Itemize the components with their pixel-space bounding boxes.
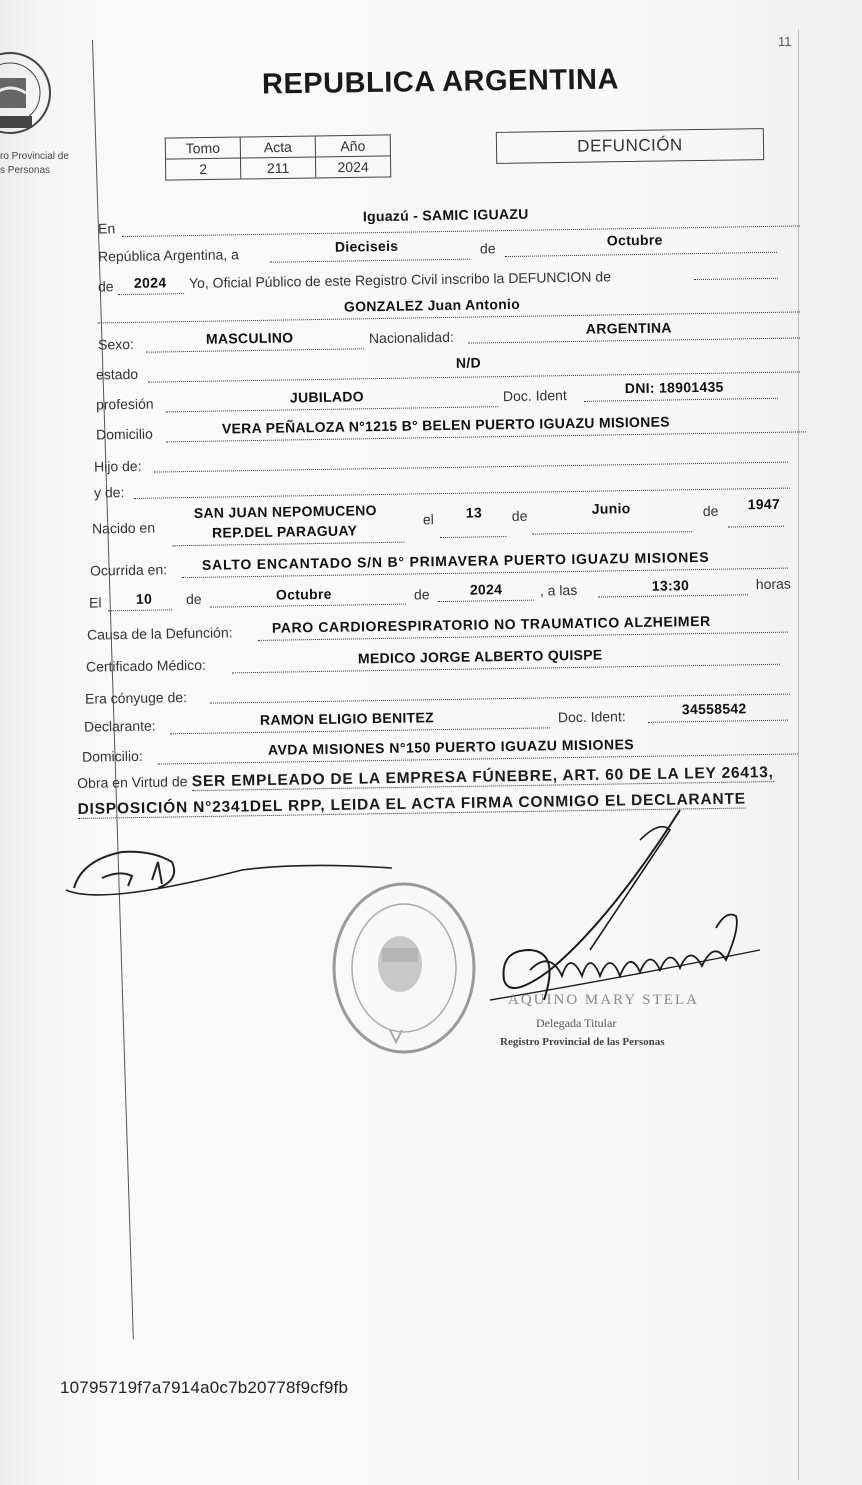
field-label: Declarante:: [83, 717, 156, 735]
signatory-name: AQUINO MARY STELA: [508, 992, 699, 1008]
field-label: de: [702, 502, 719, 519]
signatory-office: Registro Provincial de las Personas: [500, 1036, 665, 1048]
dotted-line: [648, 720, 788, 723]
provincial-seal-icon: [0, 48, 60, 138]
field-row-nacido: [0, 494, 862, 552]
ref-value-anio: 2024: [315, 156, 390, 178]
field-label: de: [97, 278, 114, 295]
field-value-nacido-dia: 13: [465, 504, 483, 521]
dotted-line: [172, 542, 404, 547]
field-label: Hijo de:: [93, 457, 142, 475]
field-label: Causa de la Defunción:: [86, 624, 233, 643]
page-title: REPUBLICA ARGENTINA: [261, 63, 620, 101]
oficial-text: Yo, Oficial Público de este Registro Civil inscribo la DEFUNCION de: [188, 268, 612, 292]
field-label: En: [97, 220, 116, 237]
field-label: profesión: [95, 395, 154, 413]
ref-header: Acta: [240, 136, 315, 158]
field-label: de: [185, 590, 202, 608]
field-label: Nacionalidad:: [368, 328, 454, 347]
sidebar-text: [0, 150, 69, 178]
field-value-el-anio: 2024: [469, 581, 503, 598]
dotted-line: [108, 609, 172, 611]
field-value-nacido-anio: 1947: [747, 495, 781, 513]
field-value-nacionalidad: ARGENTINA: [585, 319, 672, 337]
field-label: Nacido en: [91, 519, 156, 537]
registry-stamp-icon: [330, 880, 478, 1056]
field-value-obra: SER EMPLEADO DE LA EMPRESA FÚNEBRE, ART. 60 DE LA LEY 26413, DISPOSICIÓN N°2341DEL RPP, LEIDA EL ACTA FIRMA CONMIGO EL DECLARANTE: [77, 764, 774, 818]
field-value-estado: N/D: [455, 354, 482, 371]
field-value-declarante: RAMON ELIGIO BENITEZ: [259, 709, 435, 728]
field-value-el-dia: 10: [135, 590, 153, 607]
field-label: el: [422, 511, 434, 528]
field-label: de: [511, 507, 528, 524]
field-value-el-mes: Octubre: [275, 585, 332, 603]
dotted-line: [598, 594, 748, 597]
dotted-line: [532, 531, 692, 535]
field-value-domicilio: VERA PEÑALOZA N°1215 B° BELEN PUERTO IGUAZU MISIONES: [221, 413, 670, 437]
field-value-certificado: MEDICO JORGE ALBERTO QUISPE: [357, 646, 603, 667]
dotted-line: [505, 252, 777, 257]
field-value-anio: 2024: [133, 274, 167, 291]
official-signature-icon: [490, 800, 790, 1060]
dotted-line: [166, 406, 498, 412]
field-value-nacido-line1: SAN JUAN NEPOMUCENO: [193, 502, 377, 521]
field-label: Obra en Virtud de: [77, 773, 188, 791]
dotted-line: [694, 278, 778, 280]
field-value-nacido-line2: REP.DEL PARAGUAY: [211, 522, 358, 541]
field-value-declarante-doc: 34558542: [681, 700, 747, 718]
field-value-nacido-mes: Junio: [591, 500, 631, 517]
dotted-line: [468, 337, 800, 343]
ref-header: Tomo: [165, 137, 240, 159]
field-label: estado: [95, 365, 139, 383]
field-label: Doc. Ident: [502, 387, 567, 405]
field-value-declarante-domicilio: AVDA MISIONES N°150 PUERTO IGUAZU MISIONES: [267, 736, 635, 758]
ref-value-acta: 211: [241, 157, 316, 179]
field-value-doc: DNI: 18901435: [624, 378, 724, 397]
dotted-line: [728, 526, 784, 528]
field-value-hora: 13:30: [651, 577, 690, 594]
sidebar-line: ro Provincial de: [0, 151, 69, 162]
field-label: República Argentina, a: [97, 246, 240, 265]
ref-header: Año: [315, 135, 390, 157]
sidebar-line: s Personas: [0, 165, 51, 176]
signatory-role: Delegada Titular: [536, 1016, 617, 1030]
field-label: Domicilio: [95, 425, 153, 443]
field-label: Certificado Médico:: [85, 656, 206, 675]
field-value-en: Iguazú - SAMIC IGUAZU: [362, 205, 529, 225]
field-label: El: [88, 594, 102, 611]
field-value-nombre: GONZALEZ Juan Antonio: [343, 295, 521, 315]
dotted-line: [146, 348, 364, 352]
field-value-dia: Dieciseis: [334, 237, 399, 255]
field-label: Era cónyuge de:: [84, 689, 188, 707]
ref-value-tomo: 2: [166, 158, 241, 180]
page-number: 11: [778, 34, 792, 49]
dotted-line: [438, 600, 534, 603]
field-value-causa: PARO CARDIORESPIRATORIO NO TRAUMATICO ALZHEIMER: [271, 612, 711, 636]
field-label: Ocurrida en:: [89, 561, 168, 579]
reference-table: [165, 134, 392, 180]
field-label: Domicilio:: [81, 747, 143, 765]
field-label: Sexo:: [97, 335, 134, 353]
field-label: de: [413, 586, 430, 603]
act-type-box: DEFUNCIÓN: [496, 128, 764, 164]
dotted-line: [232, 664, 780, 674]
field-label: Doc. Ident:: [557, 708, 626, 726]
dotted-line: [584, 398, 778, 402]
dotted-line: [118, 293, 184, 295]
field-label: de: [479, 240, 496, 257]
dotted-line: [270, 259, 470, 263]
field-value-profesion: JUBILADO: [289, 388, 365, 406]
field-value-mes: Octubre: [606, 231, 663, 249]
field-label: horas: [755, 575, 791, 593]
field-label: , a las: [539, 581, 578, 599]
dotted-line: [440, 536, 506, 538]
field-value-sexo: MASCULINO: [205, 329, 294, 347]
document-hash: 10795719f7a7914a0c7b20778f9cf9fb: [60, 1378, 349, 1397]
dotted-line: [210, 604, 406, 608]
field-value-ocurrida: SALTO ENCANTADO S/N B° PRIMAVERA PUERTO IGUAZU MISIONES: [201, 548, 710, 573]
field-label: y de:: [93, 484, 125, 501]
